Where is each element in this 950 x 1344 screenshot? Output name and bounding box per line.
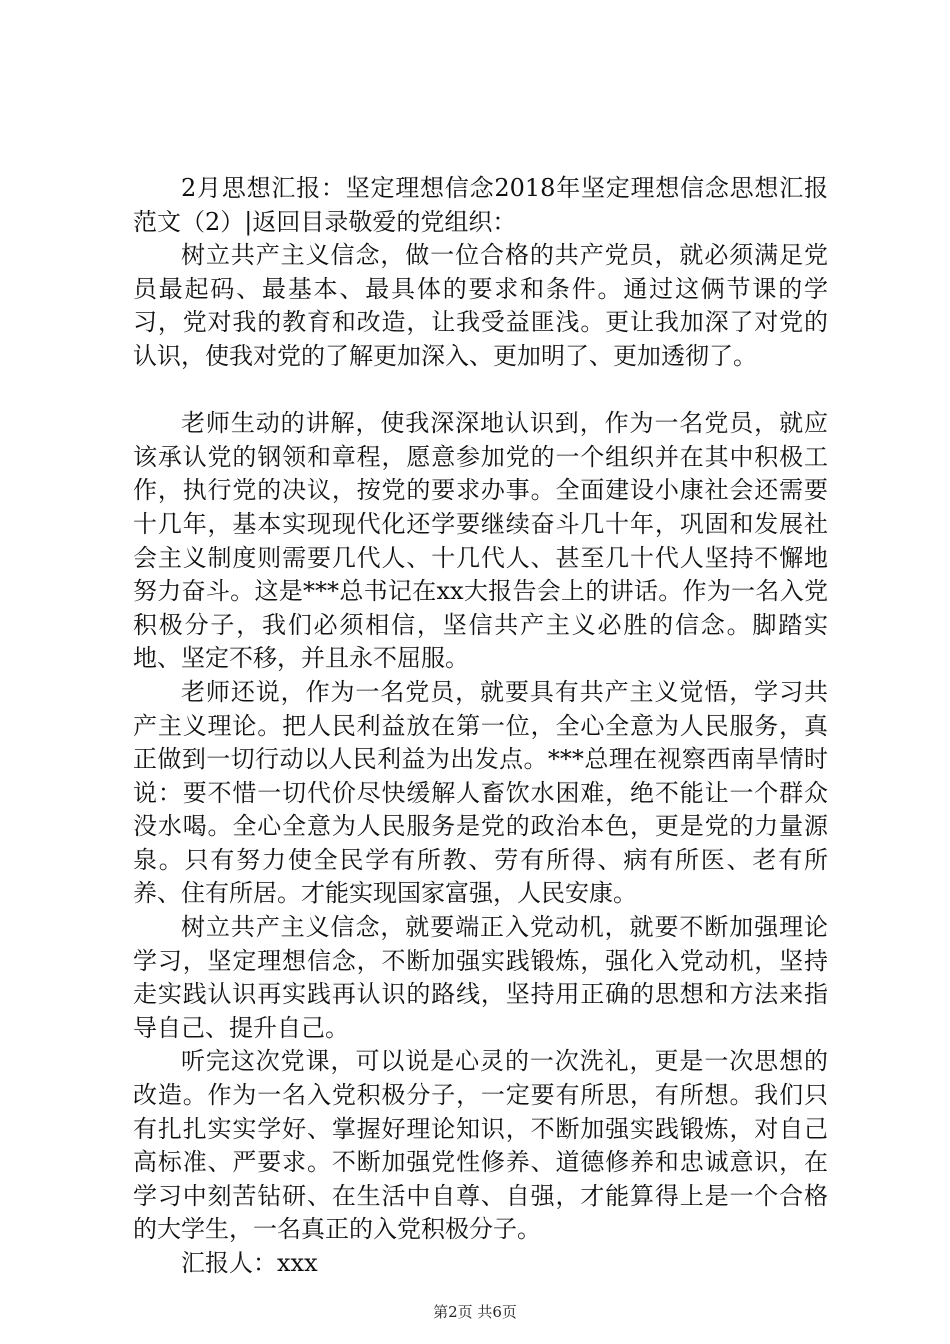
body-paragraph-motivation: 树立共产主义信念，就要端正入党动机，就要不断加强理论学习，坚定理想信念，不断加强实践锻炼，强化入党动机，坚持走实践认识再实践再认识的路线，坚持用正确的思想和方法来指导自己、提升自己。 [133,913,828,1042]
page-number-footer: 第2页 共6页 [433,1303,517,1321]
reporter-signature-line: 汇报人：xxx [181,1249,318,1277]
body-paragraph-serve-people: 老师还说，作为一名党员，就要具有共产主义觉悟，学习共产主义理论。把人民利益放在第一位，全心全意为人民服务，真正做到一切行动以人民利益为出发点。***总理在视察西南旱情时说：要不惜一切代价尽快缓解人畜饮水困难，绝不能让一个群众没水喝。全心全意为人民服务是党的政治本色，更是党的力量源泉。只有努力使全民学有所教、劳有所得、病有所医、老有所养、住有所居。才能实现国家富强，人民安康。 [133,677,828,908]
body-paragraph-conclusion: 听完这次党课，可以说是心灵的一次洗礼，更是一次思想的改造。作为一名入党积极分子，一定要有所思，有所想。我们只有扎扎实实学好、掌握好理论知识，不断加强实践锻炼，对自己高标准、严要求。不断加强党性修养、道德修养和忠诚意识，在学习中刻苦钻研、在生活中自尊、自强，才能算得上是一个合格的大学生，一名真正的入党积极分子。 [133,1047,828,1244]
document-body [133,172,828,1281]
body-paragraph-teacher-lecture: 老师生动的讲解，使我深深地认识到，作为一名党员，就应该承认党的钢领和章程，愿意参加党的一个组织并在其中积极工作，执行党的决议，按党的要求办事。全面建设小康社会还需要十几年，基本实现现代化还学要继续奋斗几十年，巩固和发展社会主义制度则需要几代人、十几代人、甚至几十代人坚持不懈地努力奋斗。这是***总书记在xx大报告会上的讲话。作为一名入党积极分子，我们必须相信，坚信共产主义必胜的信念。脚踏实地、坚定不移，并且永不屈服。 [133,409,828,673]
report-heading-paragraph: 2月思想汇报：坚定理想信念2018年坚定理想信念思想汇报范文（2）|返回目录敬爱的党组织： [133,174,828,236]
body-paragraph-belief: 树立共产主义信念，做一位合格的共产党员，就必须满足党员最起码、最基本、最具体的要求和条件。通过这俩节课的学习，党对我的教育和改造，让我受益匪浅。更让我加深了对党的认识，使我对党的了解更加深入、更加明了、更加透彻了。 [133,241,828,370]
